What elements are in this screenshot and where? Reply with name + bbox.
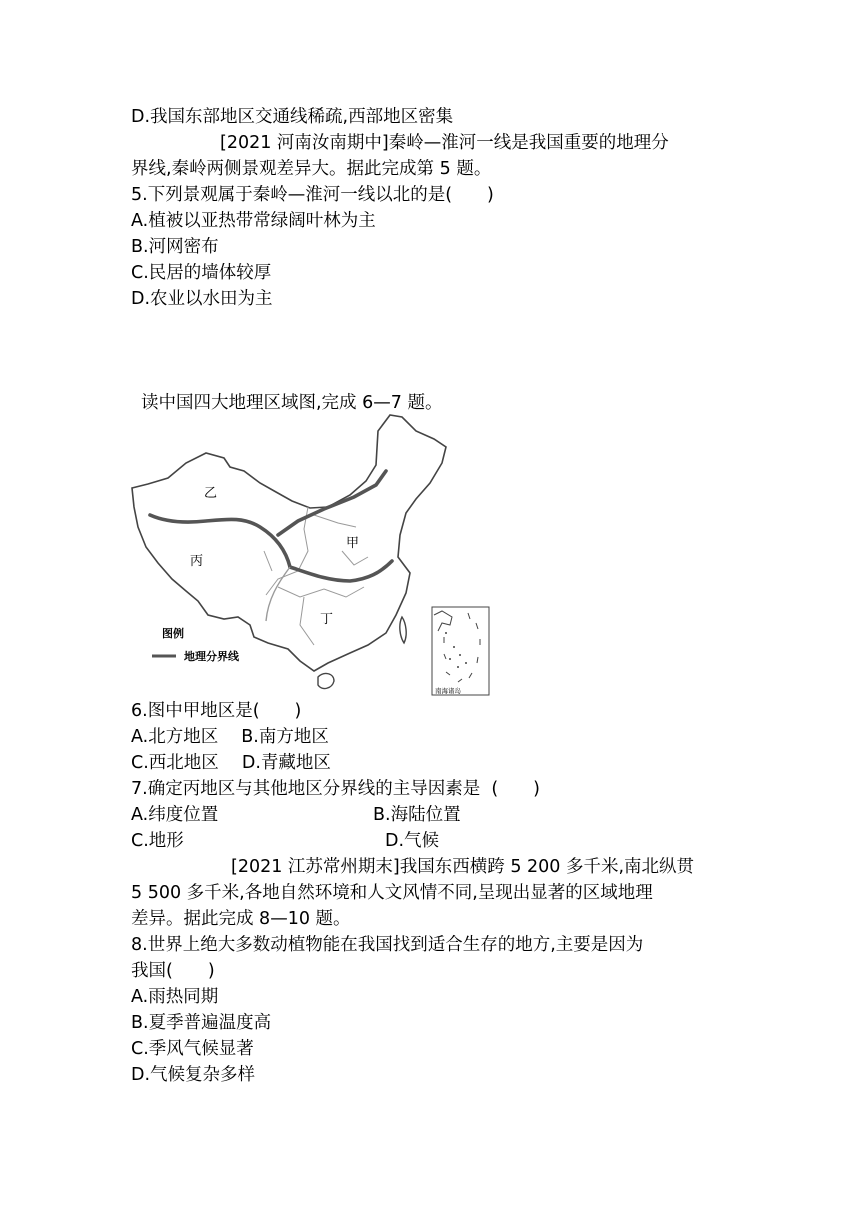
option-8b: B.夏季普遍温度高 (131, 1013, 272, 1033)
question-5: 5.下列景观属于秦岭—淮河一线以北的是( ) (131, 185, 494, 205)
option-5d: D.农业以水田为主 (131, 289, 273, 309)
option-8c: C.季风气候显著 (131, 1039, 254, 1059)
option-7b: B.海陆位置 (373, 805, 461, 825)
option-7d: D.气候 (385, 831, 440, 851)
legend-title: 图例 (162, 627, 184, 640)
question-7: 7.确定丙地区与其他地区分界线的主导因素是 ( ) (131, 779, 540, 799)
region-label-yi: 乙 (204, 486, 218, 501)
options-6cd: C.西北地区 D.青藏地区 (131, 753, 331, 773)
option-5a: A.植被以亚热带常绿阔叶林为主 (131, 211, 376, 231)
option-7a: A.纬度位置 (131, 805, 219, 825)
options-6ab: A.北方地区 B.南方地区 (131, 727, 329, 747)
text-line: 5 500 多千米,各地自然环境和人文风情不同,呈现出显著的区域地理 (131, 883, 653, 903)
region-label-jia: 甲 (346, 536, 360, 551)
text-line: 差异。据此完成 8—10 题。 (131, 909, 351, 929)
taiwan-island (400, 617, 406, 643)
south-china-sea-inset (432, 607, 489, 695)
text-line: 界线,秦岭两侧景观差异大。据此完成第 5 题。 (131, 159, 492, 179)
option-7c: C.地形 (131, 831, 184, 851)
option-8d: D.气候复杂多样 (131, 1065, 256, 1085)
region-label-bing: 丙 (190, 554, 204, 569)
question-8: 8.世界上绝大多数动植物能在我国找到适合生存的地方,主要是因为 (131, 935, 644, 955)
source-note: [2021 河南汝南期中]秦岭—淮河一线是我国重要的地理分 (220, 133, 669, 153)
source-note-2: [2021 江苏常州期末]我国东西横跨 5 200 多千米,南北纵贯 (231, 857, 695, 877)
china-regions-map (128, 411, 493, 699)
legend-item-label: 地理分界线 (184, 650, 239, 663)
option-8a: A.雨热同期 (131, 987, 219, 1007)
map-intro: 读中国四大地理区域图,完成 6—7 题。 (141, 393, 443, 413)
hainan-island (318, 674, 334, 689)
region-label-ding: 丁 (320, 612, 334, 627)
option-5b: B.河网密布 (131, 237, 219, 257)
question-6: 6.图中甲地区是( ) (131, 701, 302, 721)
question-8-cont: 我国( ) (131, 961, 215, 981)
text-line: D.我国东部地区交通线稀疏,西部地区密集 (131, 107, 454, 127)
inset-label: 南海诸岛 (435, 687, 461, 695)
option-5c: C.民居的墙体较厚 (131, 263, 272, 283)
